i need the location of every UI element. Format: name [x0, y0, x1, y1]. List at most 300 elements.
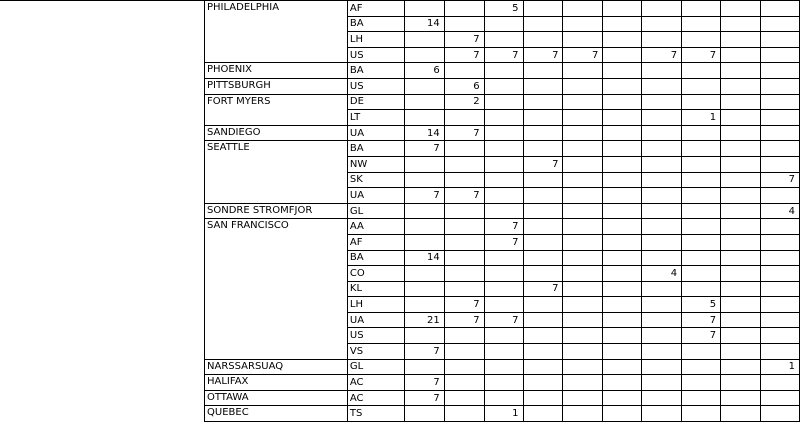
count-cell	[760, 328, 799, 344]
count-cell	[563, 1, 603, 17]
count-cell	[444, 156, 484, 172]
flights-table-body	[205, 1, 800, 422]
count-cell: 6	[444, 78, 484, 94]
count-cell	[760, 390, 799, 406]
count-cell	[642, 63, 682, 79]
count-cell	[404, 94, 444, 110]
count-cell	[563, 110, 603, 126]
count-cell	[444, 359, 484, 375]
count-cell	[760, 125, 799, 141]
count-cell	[484, 250, 523, 266]
airline-code-cell: TS	[347, 406, 404, 422]
count-cell	[721, 172, 761, 188]
count-cell	[721, 78, 761, 94]
count-cell: 7	[404, 390, 444, 406]
city-cell: PITTSBURGH	[205, 78, 348, 94]
count-cell	[642, 219, 682, 235]
airline-code-cell: CO	[347, 266, 404, 282]
count-cell	[523, 203, 563, 219]
count-cell: 1	[484, 406, 523, 422]
count-cell	[484, 156, 523, 172]
count-cell	[760, 219, 799, 235]
count-cell	[721, 390, 761, 406]
count-cell	[682, 156, 721, 172]
count-cell	[721, 375, 761, 391]
count-cell	[682, 266, 721, 282]
count-cell	[642, 297, 682, 313]
count-cell	[444, 250, 484, 266]
count-cell	[404, 110, 444, 126]
count-cell	[484, 110, 523, 126]
table-row	[205, 219, 800, 235]
count-cell	[523, 390, 563, 406]
count-cell	[721, 47, 761, 63]
count-cell	[404, 203, 444, 219]
count-cell	[721, 125, 761, 141]
count-cell	[760, 156, 799, 172]
count-cell	[484, 125, 523, 141]
count-cell	[603, 156, 642, 172]
count-cell	[444, 172, 484, 188]
count-cell	[603, 390, 642, 406]
count-cell	[484, 359, 523, 375]
count-cell	[563, 250, 603, 266]
count-cell	[563, 32, 603, 48]
count-cell	[523, 32, 563, 48]
count-cell	[721, 63, 761, 79]
count-cell	[760, 406, 799, 422]
count-cell	[523, 78, 563, 94]
count-cell: 1	[760, 359, 799, 375]
city-cell: OTTAWA	[205, 390, 348, 406]
count-cell	[603, 328, 642, 344]
count-cell	[642, 344, 682, 360]
count-cell	[642, 94, 682, 110]
count-cell	[523, 63, 563, 79]
count-cell	[523, 125, 563, 141]
count-cell: 7	[404, 375, 444, 391]
count-cell: 7	[404, 141, 444, 157]
count-cell	[682, 32, 721, 48]
count-cell	[484, 203, 523, 219]
count-cell	[603, 234, 642, 250]
count-cell	[603, 32, 642, 48]
count-cell: 7	[444, 125, 484, 141]
count-cell	[484, 188, 523, 204]
count-cell	[603, 141, 642, 157]
count-cell: 7	[444, 47, 484, 63]
count-cell	[642, 16, 682, 32]
count-cell	[563, 219, 603, 235]
count-cell	[682, 141, 721, 157]
city-cell: PHOENIX	[205, 63, 348, 79]
count-cell	[484, 390, 523, 406]
count-cell	[523, 110, 563, 126]
count-cell	[484, 344, 523, 360]
count-cell	[563, 406, 603, 422]
count-cell	[642, 375, 682, 391]
count-cell	[484, 16, 523, 32]
airline-code-cell: UA	[347, 312, 404, 328]
count-cell	[444, 63, 484, 79]
count-cell	[682, 406, 721, 422]
airline-code-cell: LH	[347, 297, 404, 313]
count-cell	[563, 234, 603, 250]
table-row	[205, 390, 800, 406]
airline-code-cell: AC	[347, 375, 404, 391]
airline-code-cell: US	[347, 78, 404, 94]
count-cell	[682, 219, 721, 235]
count-cell	[603, 63, 642, 79]
count-cell	[760, 32, 799, 48]
airline-code-cell: GL	[347, 359, 404, 375]
count-cell	[760, 312, 799, 328]
table-row	[205, 1, 800, 17]
count-cell	[603, 375, 642, 391]
count-cell	[760, 110, 799, 126]
airline-code-cell: BA	[347, 141, 404, 157]
count-cell	[484, 94, 523, 110]
count-cell	[721, 312, 761, 328]
count-cell	[404, 359, 444, 375]
count-cell	[721, 328, 761, 344]
count-cell: 7	[760, 172, 799, 188]
count-cell	[603, 297, 642, 313]
count-cell	[484, 281, 523, 297]
count-cell	[721, 359, 761, 375]
count-cell	[760, 141, 799, 157]
count-cell	[721, 219, 761, 235]
count-cell	[603, 172, 642, 188]
count-cell	[642, 125, 682, 141]
count-cell	[563, 390, 603, 406]
count-cell	[603, 47, 642, 63]
count-cell	[682, 281, 721, 297]
count-cell	[603, 266, 642, 282]
count-cell	[563, 16, 603, 32]
count-cell	[682, 188, 721, 204]
count-cell	[603, 344, 642, 360]
count-cell	[523, 375, 563, 391]
count-cell	[721, 1, 761, 17]
count-cell: 7	[444, 32, 484, 48]
count-cell: 7	[444, 188, 484, 204]
count-cell	[682, 390, 721, 406]
count-cell: 7	[404, 188, 444, 204]
count-cell	[404, 1, 444, 17]
count-cell	[642, 141, 682, 157]
count-cell	[603, 188, 642, 204]
count-cell	[444, 375, 484, 391]
count-cell	[563, 281, 603, 297]
count-cell	[444, 219, 484, 235]
count-cell	[603, 312, 642, 328]
count-cell	[642, 234, 682, 250]
count-cell	[721, 188, 761, 204]
count-cell	[603, 78, 642, 94]
count-cell	[642, 406, 682, 422]
count-cell	[444, 1, 484, 17]
city-cell: SONDRE STROMFJOR	[205, 203, 348, 219]
count-cell	[523, 359, 563, 375]
city-cell: HALIFAX	[205, 375, 348, 391]
count-cell	[523, 94, 563, 110]
city-cell: SEATTLE	[205, 141, 348, 203]
airline-code-cell: BA	[347, 63, 404, 79]
airline-code-cell: DE	[347, 94, 404, 110]
count-cell: 7	[682, 328, 721, 344]
city-cell: SANDIEGO	[205, 125, 348, 141]
airline-code-cell: AA	[347, 219, 404, 235]
count-cell	[603, 250, 642, 266]
airline-code-cell: LH	[347, 32, 404, 48]
table-row	[205, 141, 800, 157]
count-cell	[603, 110, 642, 126]
airline-code-cell: US	[347, 47, 404, 63]
count-cell	[523, 16, 563, 32]
count-cell	[682, 359, 721, 375]
count-cell	[603, 1, 642, 17]
count-cell	[563, 78, 603, 94]
count-cell	[721, 16, 761, 32]
count-cell	[523, 406, 563, 422]
count-cell	[682, 172, 721, 188]
count-cell	[523, 312, 563, 328]
count-cell: 2	[444, 94, 484, 110]
count-cell: 7	[682, 312, 721, 328]
count-cell	[760, 266, 799, 282]
airline-code-cell: AC	[347, 390, 404, 406]
count-cell	[563, 297, 603, 313]
count-cell: 5	[682, 297, 721, 313]
count-cell	[484, 297, 523, 313]
count-cell	[642, 110, 682, 126]
count-cell	[484, 328, 523, 344]
count-cell	[563, 188, 603, 204]
count-cell	[721, 281, 761, 297]
count-cell	[563, 203, 603, 219]
count-cell	[721, 32, 761, 48]
count-cell	[444, 390, 484, 406]
count-cell	[404, 172, 444, 188]
count-cell	[682, 234, 721, 250]
count-cell	[642, 250, 682, 266]
count-cell	[603, 281, 642, 297]
count-cell	[484, 266, 523, 282]
count-cell	[523, 266, 563, 282]
count-cell	[682, 344, 721, 360]
airline-code-cell: UA	[347, 125, 404, 141]
count-cell	[404, 234, 444, 250]
count-cell: 7	[563, 47, 603, 63]
count-cell	[760, 47, 799, 63]
city-cell: QUEBEC	[205, 406, 348, 422]
count-cell	[721, 110, 761, 126]
count-cell	[721, 94, 761, 110]
count-cell	[760, 94, 799, 110]
count-cell	[642, 390, 682, 406]
count-cell: 7	[484, 312, 523, 328]
count-cell	[760, 281, 799, 297]
count-cell	[642, 312, 682, 328]
count-cell	[721, 250, 761, 266]
airline-code-cell: VS	[347, 344, 404, 360]
count-cell: 7	[642, 47, 682, 63]
airline-code-cell: GL	[347, 203, 404, 219]
count-cell	[760, 344, 799, 360]
count-cell	[642, 188, 682, 204]
count-cell	[404, 219, 444, 235]
count-cell	[563, 328, 603, 344]
count-cell	[563, 266, 603, 282]
count-cell	[563, 312, 603, 328]
count-cell	[404, 297, 444, 313]
count-cell	[721, 297, 761, 313]
count-cell: 7	[523, 281, 563, 297]
table-row	[205, 63, 800, 79]
count-cell	[404, 78, 444, 94]
count-cell	[444, 328, 484, 344]
airline-code-cell: US	[347, 328, 404, 344]
airline-code-cell: BA	[347, 16, 404, 32]
count-cell	[682, 125, 721, 141]
count-cell	[682, 63, 721, 79]
count-cell	[760, 63, 799, 79]
count-cell: 14	[404, 125, 444, 141]
count-cell	[563, 172, 603, 188]
count-cell	[444, 16, 484, 32]
count-cell: 1	[682, 110, 721, 126]
count-cell	[404, 47, 444, 63]
count-cell	[682, 203, 721, 219]
count-cell: 7	[444, 297, 484, 313]
count-cell	[563, 156, 603, 172]
table-row	[205, 406, 800, 422]
airline-code-cell: SK	[347, 172, 404, 188]
count-cell	[682, 1, 721, 17]
count-cell: 7	[484, 234, 523, 250]
count-cell	[523, 328, 563, 344]
count-cell	[603, 94, 642, 110]
count-cell: 6	[404, 63, 444, 79]
count-cell	[444, 281, 484, 297]
table-row	[205, 359, 800, 375]
count-cell	[760, 16, 799, 32]
count-cell	[642, 328, 682, 344]
count-cell	[721, 406, 761, 422]
count-cell	[721, 266, 761, 282]
table-row	[205, 203, 800, 219]
count-cell	[682, 94, 721, 110]
table-row	[205, 125, 800, 141]
count-cell	[682, 16, 721, 32]
count-cell	[563, 359, 603, 375]
count-cell	[642, 281, 682, 297]
table-row	[205, 94, 800, 110]
count-cell: 5	[484, 1, 523, 17]
count-cell	[603, 125, 642, 141]
count-cell	[444, 406, 484, 422]
city-cell: SAN FRANCISCO	[205, 219, 348, 359]
count-cell	[760, 250, 799, 266]
count-cell	[682, 375, 721, 391]
city-cell: FORT MYERS	[205, 94, 348, 125]
count-cell	[404, 406, 444, 422]
count-cell: 4	[642, 266, 682, 282]
count-cell: 14	[404, 250, 444, 266]
count-cell	[642, 156, 682, 172]
count-cell	[603, 203, 642, 219]
count-cell	[444, 266, 484, 282]
count-cell	[404, 156, 444, 172]
airline-code-cell: AF	[347, 1, 404, 17]
count-cell: 21	[404, 312, 444, 328]
count-cell	[721, 156, 761, 172]
count-cell	[563, 344, 603, 360]
count-cell: 7	[682, 47, 721, 63]
count-cell	[563, 94, 603, 110]
count-cell	[642, 78, 682, 94]
airline-code-cell: KL	[347, 281, 404, 297]
count-cell	[721, 344, 761, 360]
count-cell	[760, 297, 799, 313]
count-cell	[523, 172, 563, 188]
count-cell	[523, 234, 563, 250]
count-cell	[444, 234, 484, 250]
count-cell	[444, 110, 484, 126]
count-cell: 7	[484, 219, 523, 235]
count-cell: 7	[484, 47, 523, 63]
airline-code-cell: NW	[347, 156, 404, 172]
count-cell	[563, 141, 603, 157]
count-cell	[603, 359, 642, 375]
count-cell: 7	[523, 156, 563, 172]
count-cell	[603, 16, 642, 32]
count-cell	[642, 32, 682, 48]
count-cell	[444, 141, 484, 157]
table-row	[205, 375, 800, 391]
count-cell	[523, 1, 563, 17]
count-cell	[523, 141, 563, 157]
count-cell	[563, 125, 603, 141]
airline-code-cell: LT	[347, 110, 404, 126]
count-cell	[721, 203, 761, 219]
count-cell	[484, 78, 523, 94]
count-cell	[760, 1, 799, 17]
flights-table	[204, 0, 800, 422]
count-cell	[642, 359, 682, 375]
count-cell	[642, 172, 682, 188]
count-cell: 4	[760, 203, 799, 219]
count-cell	[523, 250, 563, 266]
count-cell	[444, 203, 484, 219]
count-cell: 14	[404, 16, 444, 32]
count-cell	[484, 375, 523, 391]
count-cell	[523, 188, 563, 204]
count-cell: 7	[523, 47, 563, 63]
count-cell	[721, 141, 761, 157]
count-cell	[760, 375, 799, 391]
count-cell	[563, 375, 603, 391]
count-cell	[484, 141, 523, 157]
count-cell	[682, 250, 721, 266]
airline-code-cell: AF	[347, 234, 404, 250]
count-cell	[642, 203, 682, 219]
count-cell	[682, 78, 721, 94]
airline-code-cell: UA	[347, 188, 404, 204]
count-cell	[603, 219, 642, 235]
count-cell	[444, 344, 484, 360]
